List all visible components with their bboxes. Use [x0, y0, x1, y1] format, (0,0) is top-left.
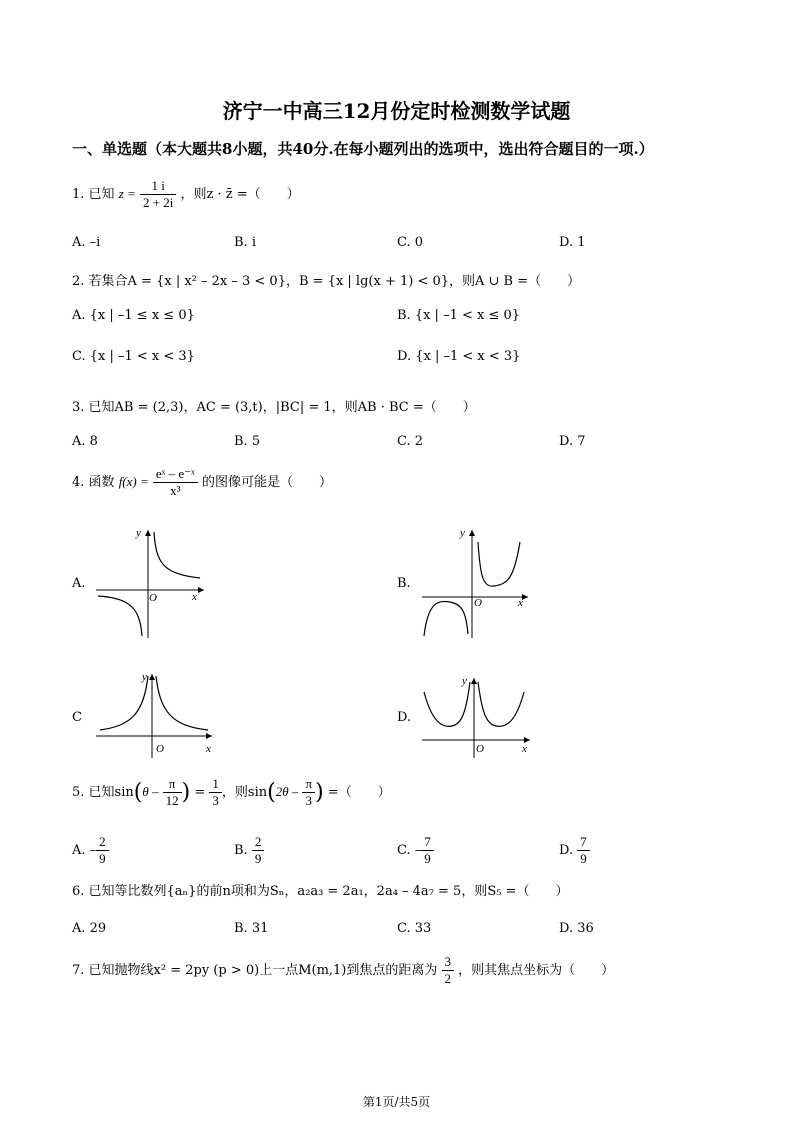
question-6: 6. 已知等比数列{aₙ}的前n项和为Sₙ，a₂a₃ = 2a₁，2a₄ – 4a₇ = 5，则S₅ =（ ）: [72, 884, 569, 899]
svg-text:y: y: [460, 527, 465, 539]
graph-d: [418, 672, 538, 760]
q3-option-d: D. 7: [559, 434, 586, 449]
graph-label-b: B.: [397, 576, 411, 591]
q5-prefix: 5. 已知sin: [72, 785, 134, 800]
q2-option-b: B. {x | –1 < x ≤ 0}: [397, 308, 521, 323]
question-1: 1. 已知 z = $\frac{1 i}{2 + 2i}$ ，则z · z̄ =（ ）: [72, 178, 300, 210]
q1-fraction: $\frac{1 i}{2 + 2i}$: [140, 178, 176, 211]
q1-option-d: D. 1: [559, 235, 586, 250]
q1-number: 1.: [72, 187, 85, 202]
q5-option-c: C. – $\frac{7}{9}$: [397, 834, 434, 867]
svg-text:x: x: [192, 591, 197, 603]
question-5: 5. 已知sin(θ – $\frac{\pi}{12}$ ) = $\frac{1}{3}$ ，则sin(2θ – $\frac{\pi}{3}$ ) =（ ）: [72, 776, 391, 808]
svg-text:y: y: [136, 527, 141, 539]
q2-option-c: C. {x | –1 < x < 3}: [72, 349, 195, 364]
q2-option-d: D. {x | –1 < x < 3}: [397, 349, 521, 364]
q3-option-a: A. 8: [72, 434, 98, 449]
graph-b: [418, 522, 538, 642]
graph-a: [92, 522, 212, 642]
page-title: 济宁一中高三12月份定时检测数学试题: [222, 99, 571, 123]
q5-option-a: A. – $\frac{2}{9}$: [72, 834, 109, 867]
q4-fx: f(x) =: [118, 474, 149, 489]
question-7: 7. 已知抛物线x² = 2py (p > 0)上一点M(m,1)到焦点的距离为 $\frac{3}{2}$ ，则其焦点坐标为（ ）: [72, 954, 615, 986]
q1-option-c: C. 0: [397, 235, 424, 250]
q1-option-b: B. i: [234, 235, 256, 250]
svg-text:O: O: [156, 743, 164, 755]
q1-prefix: 已知: [88, 187, 115, 202]
q3-option-c: C. 2: [397, 434, 424, 449]
svg-text:x: x: [522, 743, 527, 755]
svg-text:O: O: [149, 592, 157, 604]
q6-option-b: B. 31: [234, 921, 269, 936]
q4-fraction: $\frac{\text{eˣ – e⁻ˣ}}{\text{x³}}$: [153, 466, 198, 499]
q1-suffix: ，则z · z̄ =（ ）: [180, 187, 300, 202]
svg-text:x: x: [206, 743, 211, 755]
svg-text:O: O: [476, 743, 484, 755]
q6-option-a: A. 29: [72, 921, 107, 936]
page-footer: 第1页/共5页: [362, 1095, 431, 1109]
question-4: [72, 466, 332, 499]
graph-label-a: A.: [72, 576, 86, 591]
svg-text:y: y: [142, 671, 147, 683]
svg-text:O: O: [474, 597, 482, 609]
q4-suffix: 的图像可能是（ ）: [201, 475, 332, 490]
q5-option-d: D. $\frac{7}{9}$: [559, 834, 590, 867]
section-heading: 一、单选题（本大题共8小题，共40分.在每小题列出的选项中，选出符合题目的一项.）: [72, 140, 654, 158]
q4-prefix: 4. 函数: [72, 475, 115, 490]
q3-option-b: B. 5: [234, 434, 261, 449]
question-3: 3. 已知AB = (2,3)，AC = (3,t)，|BC| = 1，则AB · BC =（ ）: [72, 400, 476, 415]
svg-text:y: y: [462, 675, 467, 687]
graph-label-c: C: [72, 710, 82, 725]
svg-text:x: x: [518, 597, 523, 609]
graph-label-d: D.: [397, 710, 412, 725]
q5-option-b: B. $\frac{2}{9}$: [234, 834, 264, 867]
q6-option-d: D. 36: [559, 921, 594, 936]
q1-option-a: A. –i: [72, 235, 101, 250]
question-2: 2. 若集合A = {x | x² – 2x – 3 < 0}，B = {x | lg(x + 1) < 0}，则A ∪ B =（ ）: [72, 274, 581, 289]
graph-c: [92, 668, 222, 760]
q2-option-a: A. {x | –1 ≤ x ≤ 0}: [72, 308, 195, 323]
q6-option-c: C. 33: [397, 921, 432, 936]
